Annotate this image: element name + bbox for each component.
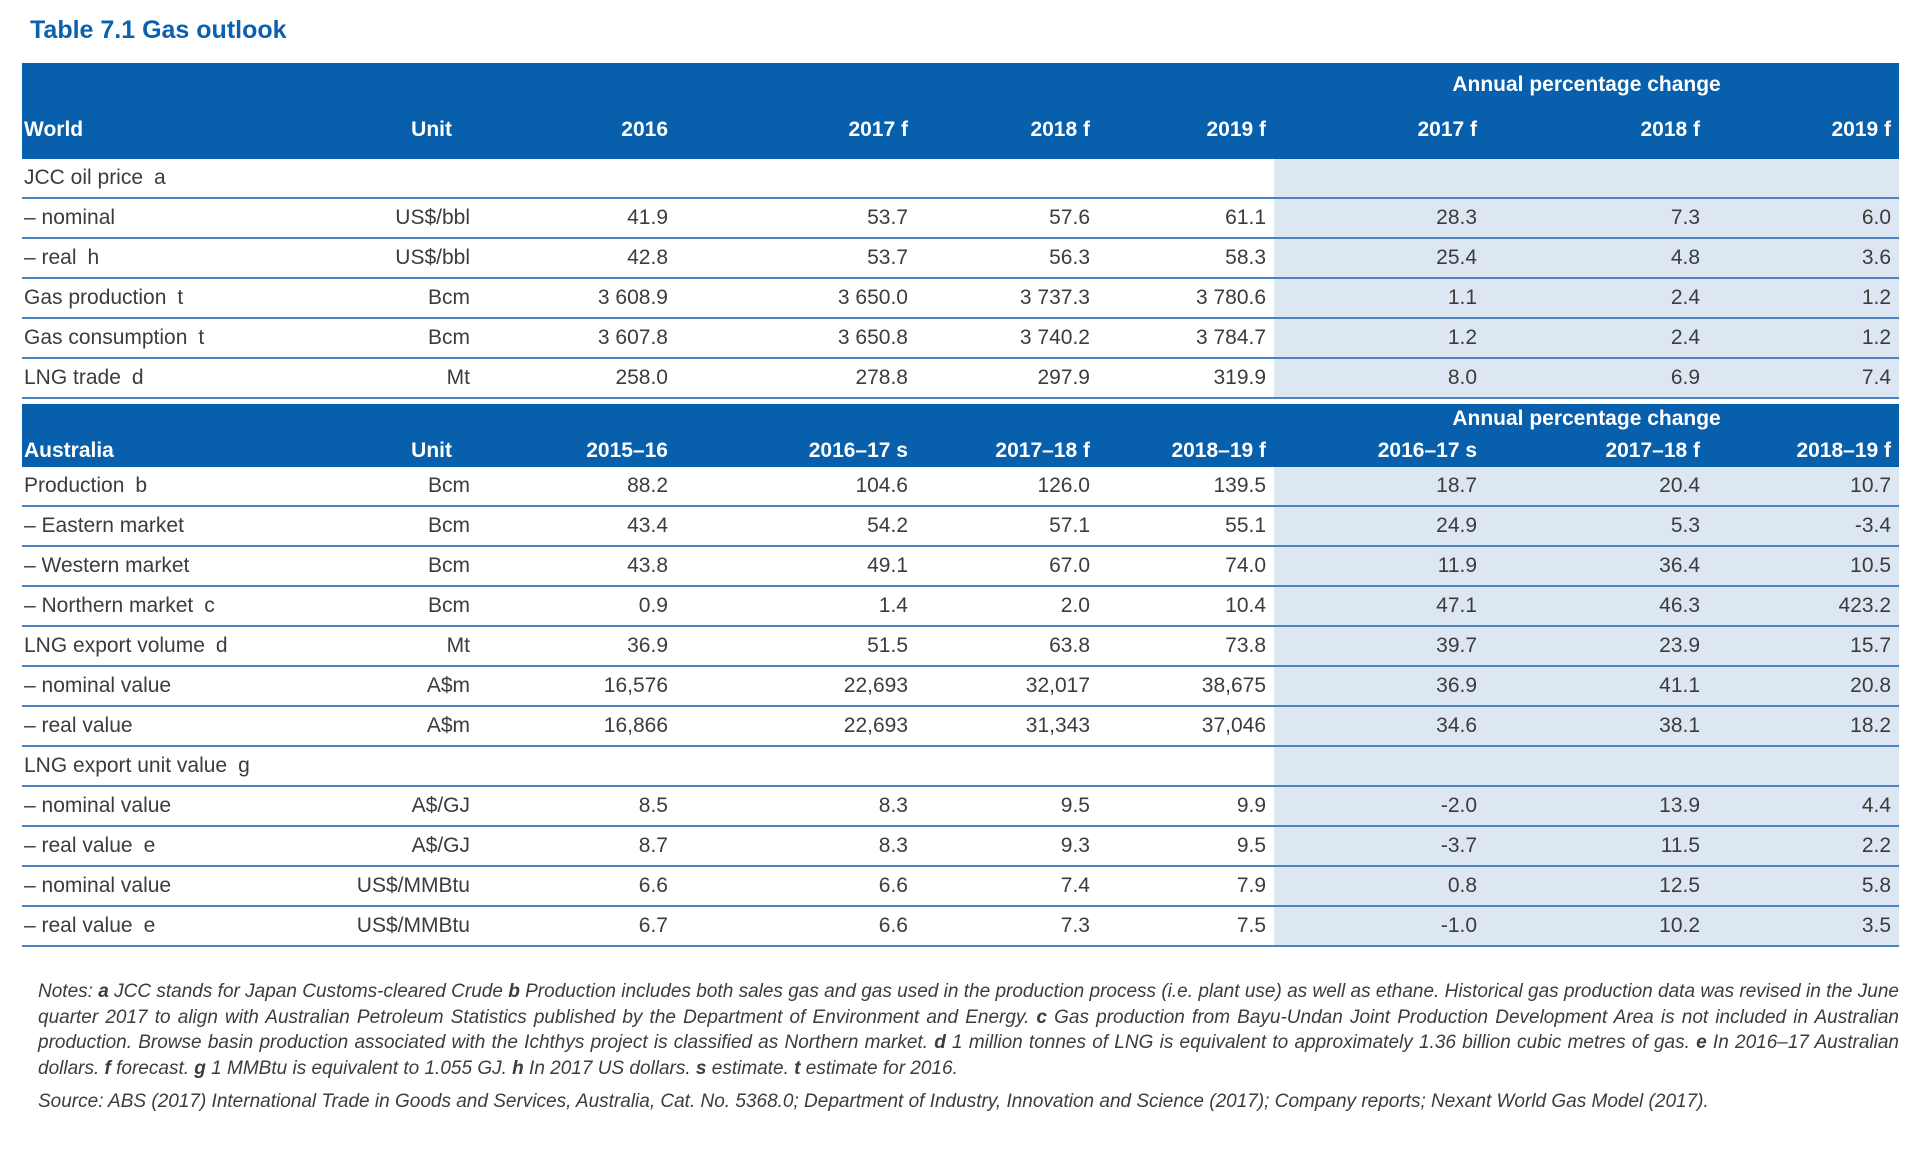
table-row [22,826,1899,866]
value-cell: 57.6 [922,198,1104,238]
source-text [38,1089,1899,1115]
value-cell: 8.3 [682,826,922,866]
row-label-text: LNG export volume [24,634,205,657]
value-cell [1104,159,1274,198]
unit-cell [302,746,482,786]
table-row [22,198,1899,238]
pct-value-cell: 18.7 [1274,467,1491,506]
pct-value-cell: 23.9 [1491,626,1714,666]
value-cell [482,746,682,786]
table-row [22,906,1899,946]
note-text-run: estimate for 2016. [800,1057,958,1079]
pct-value-cell: 18.2 [1714,706,1899,746]
pct-value-cell [1491,746,1714,786]
pct-value-cell: 0.8 [1274,866,1491,906]
value-cell: 1.4 [682,586,922,626]
row-label-text: JCC oil price [24,166,144,189]
row-label [22,159,302,198]
footnote-marker: s [695,1057,707,1079]
value-cell: 6.6 [482,866,682,906]
notes-text [38,979,1899,1081]
row-label [22,826,302,866]
table-row [22,786,1899,826]
footnote-marker: d [131,366,144,389]
value-cell: 3 737.3 [922,278,1104,318]
table-title: Table 7.1 Gas outlook [30,16,287,44]
footnote-marker: e [1696,1032,1707,1053]
australia-year-header: 2015–16 [482,434,682,467]
value-cell: 43.8 [482,546,682,586]
pct-value-cell: 6.9 [1491,358,1714,398]
value-cell: 126.0 [922,467,1104,506]
footnote-marker: g [238,754,250,777]
pct-value-cell [1714,159,1899,198]
value-cell: 7.3 [922,906,1104,946]
unit-cell: Bcm [302,318,482,358]
row-label [22,866,302,906]
pct-value-cell [1491,159,1714,198]
value-cell: 54.2 [682,506,922,546]
pct-value-cell: 7.3 [1491,198,1714,238]
world-pct-year-header: 2017 f [1274,107,1491,159]
footnote-marker: e [143,834,156,857]
australia-pct-year-header: 2016–17 s [1274,434,1491,467]
australia-group-header-row [22,404,1899,434]
pct-value-cell: 10.2 [1491,906,1714,946]
row-label [22,198,302,238]
row-label [22,358,302,398]
pct-value-cell: 28.3 [1274,198,1491,238]
pct-value-cell: 36.4 [1491,546,1714,586]
pct-value-cell: 1.2 [1714,278,1899,318]
row-label [22,906,302,946]
world-year-header: 2018 f [922,107,1104,159]
value-cell: 297.9 [922,358,1104,398]
unit-cell: Bcm [302,546,482,586]
value-cell: 41.9 [482,198,682,238]
footnote-marker: g [194,1057,206,1079]
footnote-marker: h [512,1057,524,1079]
value-cell: 6.7 [482,906,682,946]
pct-value-cell: 11.9 [1274,546,1491,586]
pct-value-cell: 10.7 [1714,467,1899,506]
unit-cell: Bcm [302,467,482,506]
pct-value-cell: 12.5 [1491,866,1714,906]
footnote-marker: c [1036,1006,1047,1028]
world-pct-year-header: 2018 f [1491,107,1714,159]
value-cell: 9.9 [1104,786,1274,826]
australia-column-header-row [22,434,1899,467]
value-cell: 3 650.0 [682,278,922,318]
footnote-marker: a [98,981,109,1002]
world-gas-outlook-table [22,63,1899,399]
value-cell: 67.0 [922,546,1104,586]
footnote-marker: d [215,634,228,657]
footnote-marker: e [143,914,156,937]
value-cell: 3 650.8 [682,318,922,358]
row-label-text: – real value [24,714,133,737]
note-text-run: Source: ABS (2017) International Trade in Goods and Services, Australia, Cat. No. 5368.0; Department of Industry, Innovation and Science (2017); Company reports; Nexant World Gas Model (2017). [38,1091,1709,1112]
note-text-run: 1 million tonnes of LNG is equivalent to approximately 1.36 billion cubic metres of gas. [945,1032,1697,1053]
value-cell: 8.5 [482,786,682,826]
value-cell: 6.6 [682,866,922,906]
pct-value-cell [1274,746,1491,786]
footnote-marker: h [87,246,100,269]
row-label [22,706,302,746]
value-cell: 3 740.2 [922,318,1104,358]
pct-value-cell: 38.1 [1491,706,1714,746]
note-text-run: forecast. [110,1057,195,1079]
australia-unit-header: Unit [302,434,482,467]
value-cell: 3 780.6 [1104,278,1274,318]
unit-cell: A$/GJ [302,786,482,826]
australia-year-header: 2016–17 s [682,434,922,467]
row-label [22,786,302,826]
value-cell: 22,693 [682,706,922,746]
pct-value-cell: 15.7 [1714,626,1899,666]
value-cell: 7.9 [1104,866,1274,906]
row-label-text: – nominal value [24,794,172,817]
value-cell: 49.1 [682,546,922,586]
value-cell [1104,746,1274,786]
pct-value-cell: 41.1 [1491,666,1714,706]
row-label-text: Gas consumption [24,326,188,349]
row-label-text: – Western market [24,554,190,577]
value-cell: 8.3 [682,786,922,826]
value-cell [922,159,1104,198]
table-row [22,467,1899,506]
value-cell: 55.1 [1104,506,1274,546]
row-label [22,467,302,506]
footnote-marker: c [204,594,215,617]
footnote-marker: b [135,474,148,497]
table-row [22,278,1899,318]
value-cell: 319.9 [1104,358,1274,398]
value-cell: 43.4 [482,506,682,546]
pct-value-cell: 36.9 [1274,666,1491,706]
row-label-text: – Northern market [24,594,194,617]
value-cell: 53.7 [682,238,922,278]
pct-value-cell: 1.2 [1274,318,1491,358]
unit-cell: US$/MMBtu [302,866,482,906]
footnote-marker: t [198,326,205,349]
row-label [22,238,302,278]
pct-value-cell: 24.9 [1274,506,1491,546]
row-label-text: – nominal value [24,874,172,897]
unit-cell: US$/bbl [302,238,482,278]
row-label [22,746,302,786]
australia-header-spacer [22,404,1274,434]
value-cell: 7.5 [1104,906,1274,946]
value-cell: 32,017 [922,666,1104,706]
unit-cell: Bcm [302,506,482,546]
unit-cell [302,159,482,198]
value-cell: 139.5 [1104,467,1274,506]
value-cell: 31,343 [922,706,1104,746]
unit-cell: US$/bbl [302,198,482,238]
note-text-run: Gas production from Bayu-Undan Joint Production Development Area is not included in Australian production. Browse basin production associated with the Ichthys project is classified as Northern market. [38,1006,1899,1053]
pct-value-cell: 8.0 [1274,358,1491,398]
pct-value-cell: 11.5 [1491,826,1714,866]
value-cell: 63.8 [922,626,1104,666]
table-row [22,546,1899,586]
pct-value-cell: 13.9 [1491,786,1714,826]
pct-value-cell: 3.6 [1714,238,1899,278]
pct-value-cell: 4.4 [1714,786,1899,826]
pct-value-cell: 47.1 [1274,586,1491,626]
table-row [22,706,1899,746]
value-cell [682,746,922,786]
pct-value-cell: 2.2 [1714,826,1899,866]
world-group-header-row [22,63,1899,107]
value-cell: 16,866 [482,706,682,746]
value-cell: 58.3 [1104,238,1274,278]
australia-section-label-header: Australia [22,434,302,467]
note-text-run: Production includes both sales gas and gas used in the production process (i.e. plant use) as well as ethane. Historical gas production data was revised in the June quarter 2017 to align with Australian Petroleum Statistics published by the Department of Environment and Energy. [38,981,1899,1028]
row-label [22,586,302,626]
value-cell [482,159,682,198]
australia-year-header: 2017–18 f [922,434,1104,467]
footnote-marker: b [508,981,520,1002]
pct-value-cell: 20.4 [1491,467,1714,506]
unit-cell: Bcm [302,278,482,318]
pct-value-cell: 2.4 [1491,278,1714,318]
note-text-run: In 2016–17 Australian dollars. [38,1032,1899,1079]
note-text-run: 1 MMBtu is equivalent to 1.055 GJ. [205,1057,513,1079]
row-label-text: LNG trade [24,366,121,389]
row-label [22,626,302,666]
value-cell: 9.5 [922,786,1104,826]
pct-value-cell: 39.7 [1274,626,1491,666]
row-label [22,318,302,358]
value-cell: 0.9 [482,586,682,626]
row-label [22,506,302,546]
unit-cell: A$/GJ [302,826,482,866]
unit-cell: Bcm [302,586,482,626]
australia-year-header: 2018–19 f [1104,434,1274,467]
value-cell: 278.8 [682,358,922,398]
value-cell: 8.7 [482,826,682,866]
unit-cell: Mt [302,358,482,398]
pct-value-cell [1714,746,1899,786]
value-cell: 22,693 [682,666,922,706]
pct-value-cell: 1.1 [1274,278,1491,318]
pct-value-cell: 1.2 [1714,318,1899,358]
row-label-text: – Eastern market [24,514,184,537]
value-cell: 10.4 [1104,586,1274,626]
row-label-text: – real value [24,914,133,937]
value-cell: 3 784.7 [1104,318,1274,358]
row-label-text: LNG export unit value [24,754,228,777]
value-cell: 258.0 [482,358,682,398]
pct-value-cell: 20.8 [1714,666,1899,706]
value-cell: 57.1 [922,506,1104,546]
world-section-label-header: World [22,107,302,159]
pct-value-cell: -3.4 [1714,506,1899,546]
unit-cell: A$m [302,706,482,746]
world-unit-header: Unit [302,107,482,159]
pct-value-cell: 2.4 [1491,318,1714,358]
pct-value-cell: 34.6 [1274,706,1491,746]
value-cell: 2.0 [922,586,1104,626]
pct-value-cell: 25.4 [1274,238,1491,278]
footnote-marker: a [154,166,166,189]
pct-value-cell: 10.5 [1714,546,1899,586]
table-row [22,626,1899,666]
pct-value-cell: 3.5 [1714,906,1899,946]
value-cell: 6.6 [682,906,922,946]
value-cell: 104.6 [682,467,922,506]
footnote-marker: t [177,286,184,309]
notes-block [38,979,1899,1115]
footnote-marker: t [794,1057,801,1079]
row-label-text: – real value [24,834,133,857]
value-cell: 38,675 [1104,666,1274,706]
footnote-marker: d [934,1032,946,1053]
table-row [22,318,1899,358]
value-cell: 88.2 [482,467,682,506]
world-year-header: 2017 f [682,107,922,159]
unit-cell: US$/MMBtu [302,906,482,946]
world-annual-percentage-change-header: Annual percentage change [1274,63,1899,107]
row-label-text: – nominal value [24,674,172,697]
unit-cell: A$m [302,666,482,706]
australia-pct-year-header: 2018–19 f [1714,434,1899,467]
value-cell: 3 607.8 [482,318,682,358]
pct-value-cell: 6.0 [1714,198,1899,238]
pct-value-cell: 4.8 [1491,238,1714,278]
value-cell: 61.1 [1104,198,1274,238]
pct-value-cell: 7.4 [1714,358,1899,398]
value-cell: 16,576 [482,666,682,706]
footnote-marker: f [104,1057,111,1079]
world-year-header: 2016 [482,107,682,159]
row-label [22,546,302,586]
value-cell: 7.4 [922,866,1104,906]
value-cell: 3 608.9 [482,278,682,318]
value-cell: 74.0 [1104,546,1274,586]
world-pct-year-header: 2019 f [1714,107,1899,159]
value-cell: 9.5 [1104,826,1274,866]
value-cell: 53.7 [682,198,922,238]
australia-pct-year-header: 2017–18 f [1491,434,1714,467]
pct-value-cell: -1.0 [1274,906,1491,946]
table-row [22,586,1899,626]
australia-annual-percentage-change-header: Annual percentage change [1274,404,1899,434]
value-cell: 36.9 [482,626,682,666]
table-row [22,159,1899,198]
pct-value-cell [1274,159,1491,198]
table-row [22,666,1899,706]
australia-gas-outlook-table [22,404,1899,947]
note-text-run: estimate. [706,1057,795,1079]
table-row [22,866,1899,906]
row-label [22,666,302,706]
value-cell [682,159,922,198]
world-header-spacer [22,63,1274,107]
pct-value-cell: 46.3 [1491,586,1714,626]
unit-cell: Mt [302,626,482,666]
pct-value-cell: -2.0 [1274,786,1491,826]
note-text-run: In 2017 US dollars. [523,1057,696,1079]
value-cell [922,746,1104,786]
value-cell: 37,046 [1104,706,1274,746]
value-cell: 56.3 [922,238,1104,278]
table-row [22,746,1899,786]
pct-value-cell: 5.3 [1491,506,1714,546]
row-label-text: – real [24,246,77,269]
pct-value-cell: 423.2 [1714,586,1899,626]
note-text-run: Notes: [38,981,99,1002]
pct-value-cell: 5.8 [1714,866,1899,906]
value-cell: 42.8 [482,238,682,278]
value-cell: 9.3 [922,826,1104,866]
world-year-header: 2019 f [1104,107,1274,159]
note-text-run: JCC stands for Japan Customs-cleared Crude [108,981,509,1002]
pct-value-cell: -3.7 [1274,826,1491,866]
row-label-text: – nominal [24,206,116,229]
table-row [22,238,1899,278]
table-row [22,506,1899,546]
row-label-text: Gas production [24,286,167,309]
row-label-text: Production [24,474,125,497]
world-column-header-row [22,107,1899,159]
table-row [22,358,1899,398]
row-label [22,278,302,318]
value-cell: 51.5 [682,626,922,666]
value-cell: 73.8 [1104,626,1274,666]
